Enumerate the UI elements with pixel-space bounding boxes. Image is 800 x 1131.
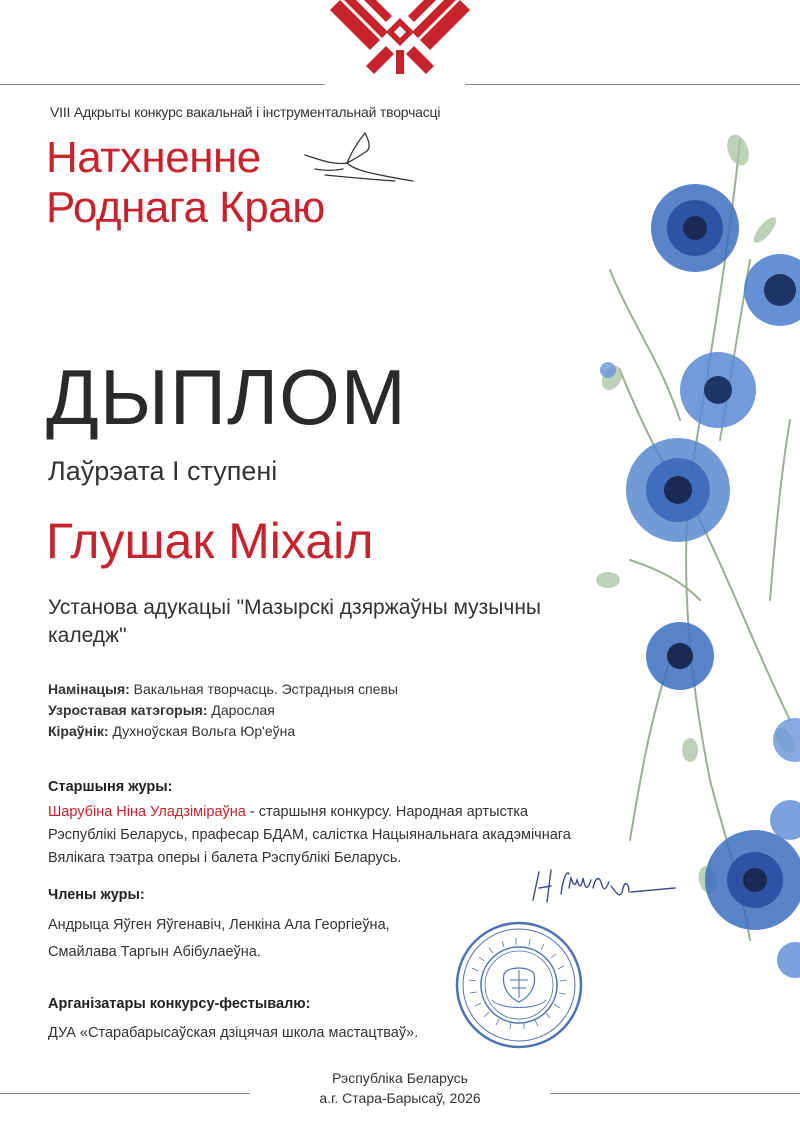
organizers-value: ДУА «Старабарысаўская дзіцячая школа мастацтваў».	[48, 1025, 419, 1041]
jury-members-line-2: Смайлава Таргын Абібулаеўна.	[48, 944, 261, 960]
footer-place-year: а.г. Стара-Барысаў, 2026	[319, 1090, 481, 1106]
stamp	[452, 918, 587, 1053]
detail-row-supervisor	[48, 721, 398, 742]
jury-chair-desc-3: Вялікага тэатра оперы і балета Рэспублікі Беларусь.	[48, 850, 402, 866]
jury-chair-desc-2: Рэспублікі Беларусь, прафесар БДАМ, салістка Нацыянальнага акадэмічнага	[48, 827, 571, 843]
recipient-name: Глушак Міхаіл	[46, 513, 374, 569]
cornflower-illustration	[590, 120, 800, 1020]
detail-row-nomination	[48, 679, 398, 700]
diploma-degree: Лаўрэата І ступені	[48, 456, 278, 486]
detail-value: Дарослая	[211, 702, 275, 718]
detail-label: Намінацыя:	[48, 681, 130, 697]
top-rule-left	[0, 84, 325, 85]
details-block	[48, 679, 398, 742]
logo-line-1: Натхненне	[46, 133, 261, 182]
jury-members-line-1: Андрыца Яўген Яўгенавіч, Ленкіна Ала Георгіеўна,	[48, 917, 390, 933]
detail-value: Духноўская Вольга Юр'еўна	[112, 723, 296, 739]
contest-title: VIII Адкрыты конкурс вакальнай і інструментальнай творчасці	[50, 104, 441, 120]
ornament-icon	[330, 0, 470, 75]
top-rule-right	[465, 84, 800, 85]
logo-line-2: Роднага Краю	[46, 183, 325, 232]
footer	[0, 1068, 800, 1108]
jury-chair-name: Шарубіна Ніна Уладзіміраўна	[48, 804, 246, 820]
diploma-title: ДЫПЛОМ	[46, 353, 407, 441]
footer-country: Рэспубліка Беларусь	[332, 1070, 468, 1086]
organizers-title: Арганізатары конкурсу-фестывалю:	[48, 996, 311, 1012]
jury-members-list	[48, 912, 390, 966]
detail-value: Вакальная творчасць. Эстрадныя спевы	[133, 681, 398, 697]
detail-label: Кіраўнік:	[48, 723, 109, 739]
jury-members-title: Члены журы:	[48, 887, 145, 903]
jury-chair-desc: - старшыня конкурсу. Народная артыстка	[245, 804, 529, 820]
detail-row-age	[48, 700, 398, 721]
bird-icon	[295, 125, 415, 195]
institution-name: Установа адукацыі "Мазырскі дзяржаўны музычны каледж"	[48, 596, 542, 647]
detail-label: Узроставая катэгорыя:	[48, 702, 208, 718]
jury-chair-title: Старшыня журы:	[48, 779, 173, 795]
